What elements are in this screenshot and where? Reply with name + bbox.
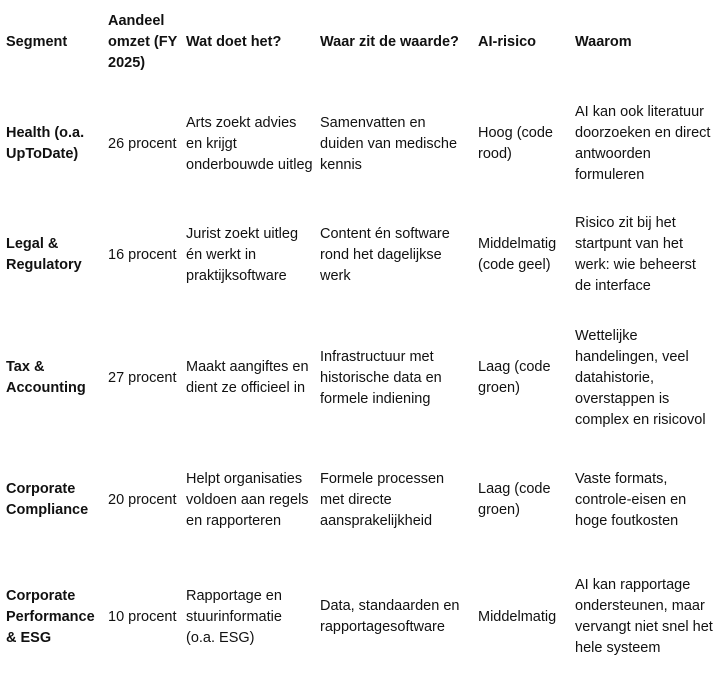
header-risk: AI-risico — [478, 33, 537, 50]
cell-segment: Health (o.a. UpToDate) — [6, 125, 85, 162]
cell-value: Content én software rond het dagelijkse werk — [320, 225, 450, 284]
cell-share: 16 procent — [108, 246, 177, 263]
cell-why: Risico zit bij het startpunt van het werk: wie beheerst de interface — [575, 215, 696, 294]
cell-what: Rapportage en stuurinformatie (o.a. ESG) — [186, 587, 282, 646]
cell-what: Helpt organisaties voldoen aan regels en rapporteren — [186, 470, 309, 529]
cell-segment: Corporate Compliance — [6, 481, 89, 518]
cell-segment: Tax & Accounting — [6, 359, 86, 396]
cell-value: Samenvatten en duiden van medische kennis — [320, 114, 458, 173]
header-row — [0, 0, 713, 84]
table-row — [0, 84, 713, 204]
header-share: Aandeel omzet (FY 2025) — [108, 12, 178, 71]
cell-segment: Corporate Performance & ESG — [6, 587, 95, 646]
cell-risk: Middelmatig — [478, 608, 557, 625]
cell-share: 20 procent — [108, 491, 177, 508]
cell-value: Formele processen met directe aansprakelijkheid — [320, 470, 445, 529]
header-why: Waarom — [575, 33, 632, 50]
cell-why: Vaste formats, controle-eisen en hoge foutkosten — [575, 470, 687, 529]
table-row — [0, 450, 713, 550]
cell-why: AI kan ook literatuur doorzoeken en direct antwoorden formuleren — [575, 104, 711, 183]
table-row — [0, 204, 713, 306]
cell-risk: Laag (code groen) — [478, 359, 551, 396]
cell-why: AI kan rapportage ondersteunen, maar vervangt niet snel het hele systeem — [575, 577, 713, 656]
cell-what: Maakt aangiftes en dient ze officieel in — [186, 359, 309, 396]
header-segment: Segment — [6, 33, 68, 50]
cell-risk: Laag (code groen) — [478, 481, 551, 518]
cell-risk: Hoog (code rood) — [478, 125, 553, 162]
header-value: Waar zit de waarde? — [320, 33, 459, 50]
cell-what: Jurist zoekt uitleg én werkt in praktijksoftware — [186, 225, 299, 284]
cell-why: Wettelijke handelingen, veel datahistorie, overstappen is complex en risicovol — [575, 327, 706, 428]
cell-value: Data, standaarden en rapportagesoftware — [320, 598, 460, 635]
cell-share: 27 procent — [108, 369, 177, 386]
cell-share: 26 procent — [108, 135, 177, 152]
header-what: Wat doet het? — [186, 33, 282, 50]
cell-share: 10 procent — [108, 608, 177, 625]
table-row — [0, 550, 713, 684]
cell-risk: Middelmatig (code geel) — [478, 236, 557, 273]
cell-what: Arts zoekt advies en krijgt onderbouwde uitleg — [186, 114, 313, 173]
cell-segment: Legal & Regulatory — [6, 236, 82, 273]
cell-value: Infrastructuur met historische data en formele indiening — [320, 348, 442, 407]
table-row — [0, 306, 713, 450]
